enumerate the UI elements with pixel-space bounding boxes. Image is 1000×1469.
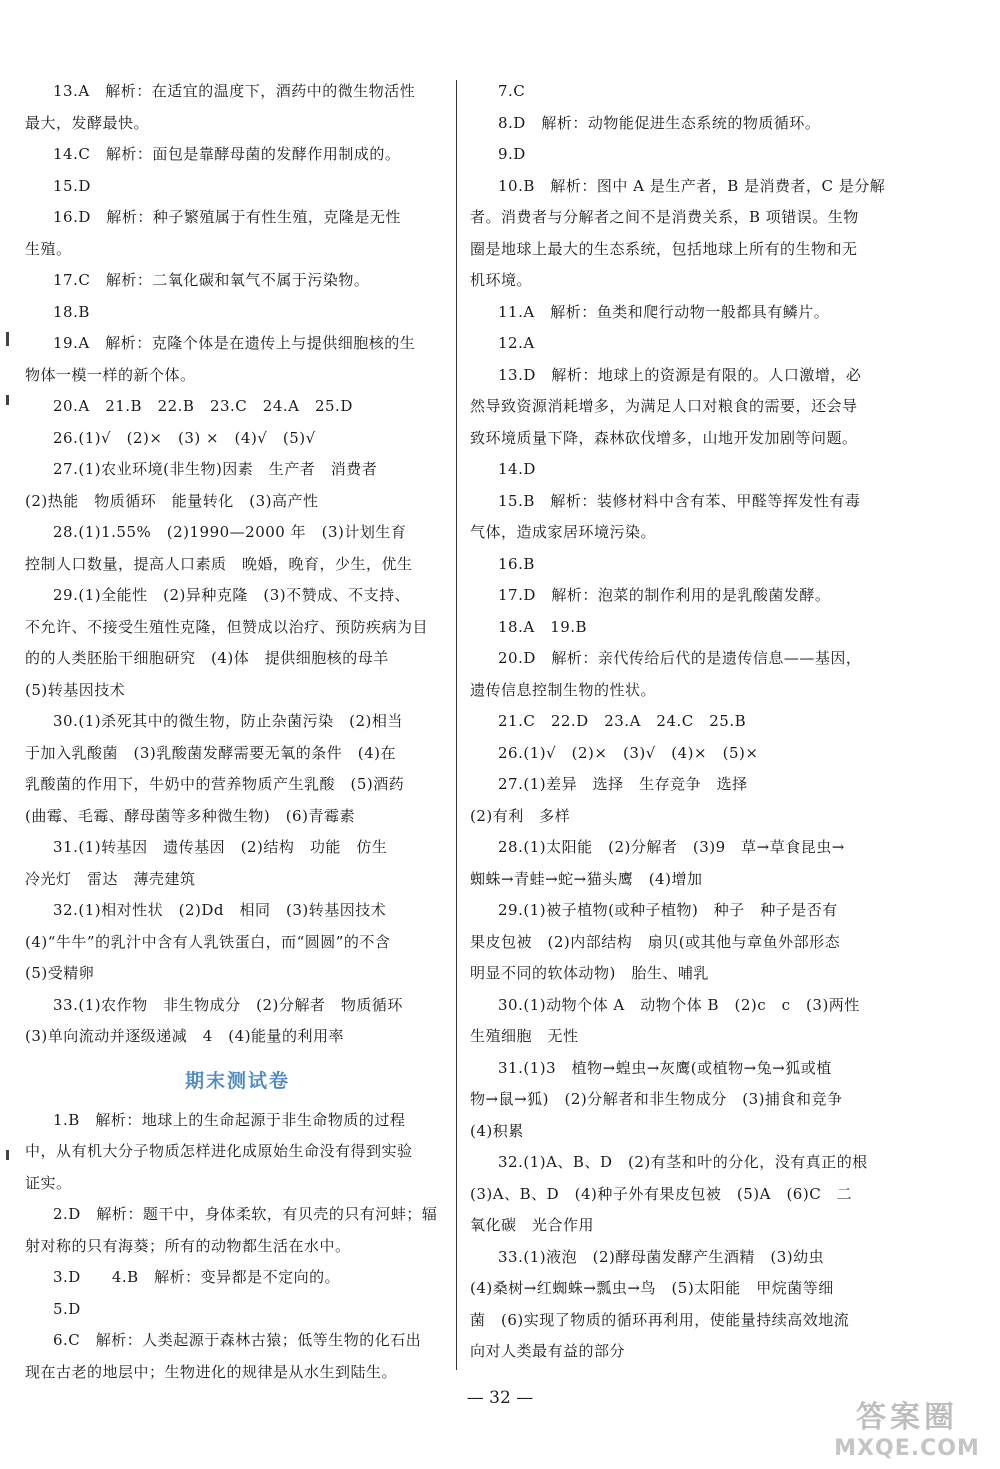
answer-line: 乳酸菌的作用下，牛奶中的营养物质产生乳酸 (5)酒药 (25, 775, 405, 793)
answer-line: 28.(1)1.55% (2)1990—2000 年 (3)计划生育 (53, 523, 407, 541)
answer-line: 29.(1)被子植物(或种子植物) 种子 种子是否有 (498, 901, 838, 919)
answer-line: 然导致资源消耗增多，为满足人口对粮食的需要，还会导 (470, 397, 858, 415)
right-answers (470, 76, 886, 1368)
answer-line: 3.D 4.B 解析：变异都是不定向的。 (53, 1268, 341, 1286)
answer-line: 遗传信息控制生物的性状。 (470, 680, 657, 699)
answer-line: 蜘蛛→青蛙→蛇→猫头鹰 (4)增加 (470, 869, 703, 888)
answer-line: 17.C 解析：二氧化碳和氧气不属于污染物。 (53, 271, 370, 289)
answer-line: 31.(1)3 植物→蝗虫→灰鹰(或植物→兔→狐或植 (498, 1058, 832, 1077)
section-title: 期末测试卷 (184, 1069, 290, 1092)
answer-line: (5)受精卵 (25, 964, 95, 982)
answer-line: 最大，发酵最快。 (25, 113, 150, 132)
scan-mark (6, 395, 9, 405)
watermark-title: 答案圈 (856, 1400, 958, 1435)
answer-line: 28.(1)太阳能 (2)分解者 (3)9 草→草食昆虫→ (498, 838, 845, 856)
answer-line: 明显不同的软体动物) 胎生、哺乳 (470, 964, 709, 982)
answer-line: 33.(1)农作物 非生物成分 (2)分解者 物质循环 (53, 995, 403, 1014)
answer-line: 15.B 解析：装修材料中含有苯、甲醛等挥发性有毒 (498, 491, 861, 510)
answer-line: 16.D 解析：种子繁殖属于有性生殖，克隆是无性 (53, 208, 401, 226)
answer-line: 现在古老的地层中；生物进化的规律是从水生到陆生。 (25, 1362, 398, 1381)
answer-line: 控制人口数量，提高人口素质 晚婚，晚育，少生，优生 (25, 554, 413, 573)
answer-line: 15.D (53, 176, 91, 195)
answer-line: 于加入乳酸菌 (3)乳酸菌发酵需要无氧的条件 (4)在 (25, 743, 396, 762)
answer-line: 19.A 解析：克隆个体是在遗传上与提供细胞核的生 (53, 334, 416, 352)
answer-line: (5)转基因技术 (25, 680, 126, 699)
answer-line: (2)热能 物质循环 能量转化 (3)高产性 (25, 491, 319, 510)
answer-line: 冷光灯 雷达 薄壳建筑 (25, 869, 196, 888)
answer-line: 者。消费者与分解者之间不是消费关系，B 项错误。生物 (470, 208, 859, 226)
answer-line: 16.B (498, 554, 535, 573)
answer-line: 1.B 解析：地球上的生命起源于非生命物质的过程 (53, 1110, 406, 1129)
answer-line: 中，从有机大分子物质怎样进化成原始生命没有得到实验 (25, 1142, 413, 1160)
answer-line: 14.C 解析：面包是靠酵母菌的发酵作用制成的。 (53, 145, 401, 163)
answer-line: 5.D (53, 1299, 81, 1318)
answer-line: 17.D 解析：泡菜的制作利用的是乳酸菌发酵。 (498, 586, 831, 604)
answer-line: 物→鼠→狐) (2)分解者和非生物成分 (3)捕食和竞争 (470, 1090, 843, 1108)
answer-line: 27.(1)差异 选择 生存竞争 选择 (498, 775, 748, 793)
answer-line: 18.A 19.B (498, 617, 588, 636)
answer-line: 21.C 22.D 23.A 24.C 25.B (498, 712, 747, 730)
answer-line: 30.(1)动物个体 A 动物个体 B (2)c c (3)两性 (498, 995, 860, 1014)
answer-line: 生殖细胞 无性 (470, 1027, 579, 1045)
answer-line: 向对人类最有益的部分 (470, 1342, 626, 1360)
watermark-logo (818, 1400, 996, 1464)
left-answers (25, 76, 450, 1053)
answer-line: 11.A 解析：鱼类和爬行动物一般都具有鳞片。 (498, 302, 830, 321)
answer-line: 26.(1)√ (2)× (3)√ (4)× (5)× (498, 743, 759, 762)
answer-line: 30.(1)杀死其中的微生物，防止杂菌污染 (2)相当 (53, 712, 403, 730)
answer-line: 20.A 21.B 22.B 23.C 24.A 25.D (53, 397, 353, 415)
answer-line: (4)桑树→红蜘蛛→瓢虫→鸟 (5)太阳能 甲烷菌等细 (470, 1279, 834, 1297)
answer-line: 27.(1)农业环境(非生物)因素 生产者 消费者 (53, 460, 378, 478)
answer-line: 果皮包被 (2)内部结构 扇贝(或其他与章鱼外部形态 (470, 932, 841, 951)
answer-line: 菌 (6)实现了物质的循环再利用，使能量持续高效地流 (470, 1310, 850, 1329)
answer-line: 10.B 解析：图中 A 是生产者，B 是消费者，C 是分解 (498, 176, 886, 195)
answer-line: 的的人类胚胎干细胞研究 (4)体 提供细胞核的母羊 (25, 649, 389, 667)
answer-line: 2.D 解析：题干中，身体柔软，有贝壳的只有河蚌；辐 (53, 1205, 438, 1223)
answer-line: (曲霉、毛霉、酵母菌等多种微生物) (6)青霉素 (25, 806, 355, 825)
answer-line: 18.B (53, 302, 90, 321)
answer-line: 气体，造成家居环境污染。 (470, 523, 657, 541)
answer-line: 29.(1)全能性 (2)异种克隆 (3)不赞成、不支持、 (53, 586, 411, 604)
answer-line: (3)单向流动并逐级递减 4 (4)能量的利用率 (25, 1027, 345, 1045)
answer-line: 氧化碳 光合作用 (470, 1216, 595, 1234)
right-column (470, 76, 886, 1368)
answer-line: 8.D 解析：动物能促进生态系统的物质循环。 (498, 113, 821, 132)
answer-line: 7.C (498, 82, 526, 100)
scan-mark (6, 332, 9, 346)
answer-line: 9.D (498, 145, 526, 163)
answer-line: 32.(1)相对性状 (2)Dd 相同 (3)转基因技术 (53, 901, 387, 919)
answer-line: 生殖。 (25, 239, 72, 258)
answer-line: (4)积累 (470, 1121, 524, 1140)
answer-line: 物体一模一样的新个体。 (25, 365, 196, 384)
watermark-url: MXQE.COM (834, 1436, 980, 1461)
column-divider (456, 80, 457, 1370)
answer-line: 13.D 解析：地球上的资源是有限的。人口激增，必 (498, 365, 862, 384)
answer-line: 6.C 解析：人类起源于森林古猿；低等生物的化石出 (53, 1331, 422, 1349)
answer-line: 31.(1)转基因 遗传基因 (2)结构 功能 仿生 (53, 838, 388, 856)
scan-mark (6, 1150, 9, 1160)
answer-line: (4)“牛牛”的乳汁中含有人乳铁蛋白，而“圆圆”的不含 (25, 932, 391, 951)
answer-line: 33.(1)液泡 (2)酵母菌发酵产生酒精 (3)幼虫 (498, 1247, 825, 1266)
answer-line: 13.A 解析：在适宜的温度下，酒药中的微生物活性 (53, 82, 416, 100)
answer-line: (3)A、B、D (4)种子外有果皮包被 (5)A (6)C 二 (470, 1184, 853, 1203)
final-exam-answers (25, 1105, 450, 1389)
answer-line: 14.D (498, 460, 536, 478)
answer-line: 不允许、不接受生殖性克隆，但赞成以治疗、预防疾病为目 (25, 617, 429, 636)
answer-line: 致环境质量下降，森林砍伐增多，山地开发加剧等问题。 (470, 428, 858, 447)
answer-line: 射对称的只有海葵；所有的动物都生活在水中。 (25, 1236, 351, 1255)
answer-line: 证实。 (25, 1173, 72, 1192)
answer-line: 圈是地球上最大的生态系统，包括地球上所有的生物和无 (470, 239, 858, 258)
answer-line: (2)有利 多样 (470, 806, 571, 825)
left-column (25, 76, 450, 1388)
answer-line: 26.(1)√ (2)× (3) × (4)√ (5)√ (53, 428, 316, 447)
answer-line: 12.A (498, 334, 535, 352)
page-number: — 32 — (466, 1388, 534, 1408)
answer-line: 32.(1)A、B、D (2)有茎和叶的分化，没有真正的根 (498, 1153, 868, 1171)
answer-line: 机环境。 (470, 271, 533, 289)
answer-line: 20.D 解析：亲代传给后代的是遗传信息——基因， (498, 649, 862, 667)
